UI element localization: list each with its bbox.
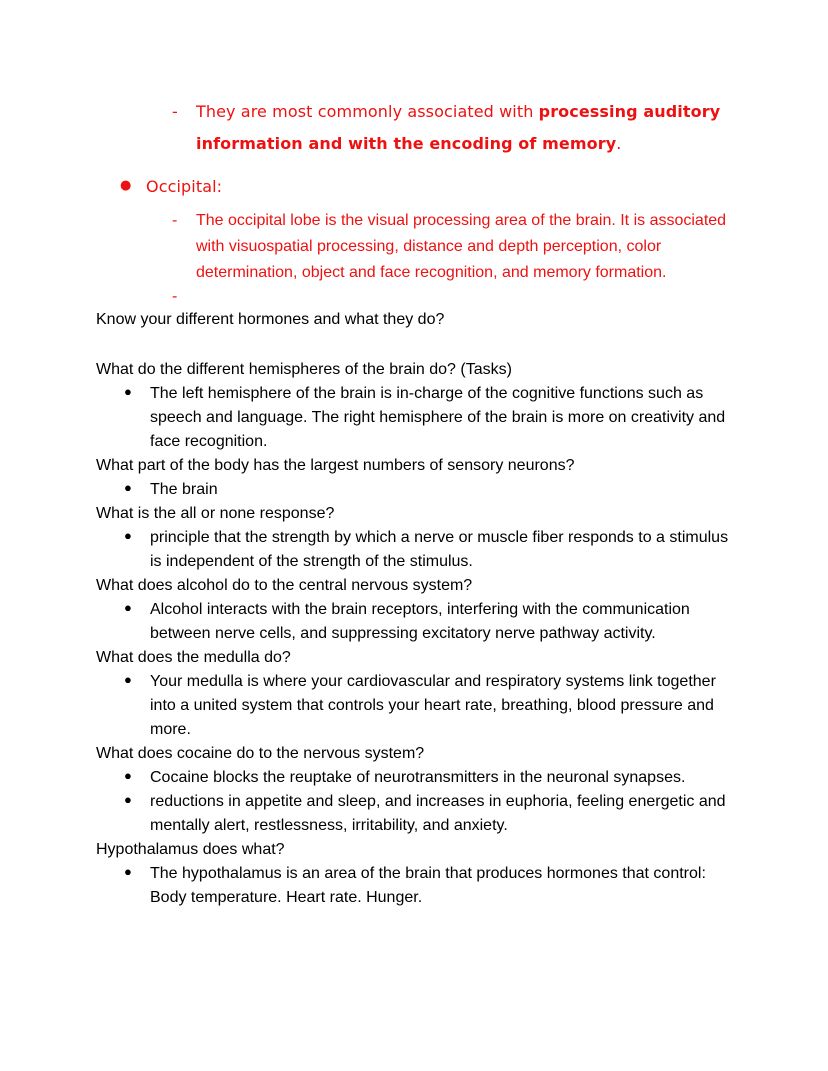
answer-text: The hypothalamus is an area of the brain that produces hormones that control: Body temperature. Heart rate. Hunger. <box>150 865 706 907</box>
list-item <box>124 790 732 838</box>
bullet-icon: ● <box>124 528 132 544</box>
bullet-icon: ● <box>124 384 132 400</box>
document-body <box>96 96 732 910</box>
note-occipital-heading-row <box>120 174 732 200</box>
answer-text: The brain <box>150 481 218 499</box>
bullet-icon: ● <box>124 600 132 616</box>
question-all-or-none: What is the all or none response? <box>96 505 335 523</box>
answer-text: reductions in appetite and sleep, and increases in euphoria, feeling energetic and mentally alert, restlessness, irritability, and anxiety. <box>150 793 726 835</box>
answer-list-sensory-neurons <box>96 478 732 502</box>
answer-text: Your medulla is where your cardiovascular and respiratory systems link together into a united system that controls your heart rate, breathing, blood pressure and more. <box>150 673 716 739</box>
note-occipital-detail-row <box>172 208 732 286</box>
answer-text: principle that the strength by which a nerve or muscle fiber responds to a stimulus is independent of the strength of the stimulus. <box>150 529 729 571</box>
answer-text: Cocaine blocks the reuptake of neurotransmitters in the neuronal synapses. <box>150 769 686 787</box>
answer-list-cocaine <box>96 766 732 838</box>
note-temporal-suffix: . <box>616 134 622 153</box>
note-temporal-association-text <box>196 96 732 160</box>
dash-marker: - <box>172 211 178 229</box>
question-hormones: Know your different hormones and what they do? <box>96 311 445 329</box>
question-medulla: What does the medulla do? <box>96 649 291 667</box>
note-occipital-detail: The occipital lobe is the visual processing area of the brain. It is associated with visuospatial processing, distance and depth perception, color determination, object and face recognition, and memory formation. <box>196 211 727 281</box>
list-item <box>124 598 732 646</box>
question-hypothalamus: Hypothalamus does what? <box>96 841 285 859</box>
bullet-icon: ● <box>120 178 132 193</box>
answer-list-all-or-none <box>96 526 732 574</box>
question-sensory-neurons: What part of the body has the largest numbers of sensory neurons? <box>96 457 575 475</box>
answer-text: The left hemisphere of the brain is in-charge of the cognitive functions such as speech and language. The right hemisphere of the brain is more on creativity and face recognition. <box>150 385 726 451</box>
question-hemispheres: What do the different hemispheres of the brain do? (Tasks) <box>96 361 512 379</box>
dash-marker: - <box>172 102 178 121</box>
answer-list-hypothalamus <box>96 862 732 910</box>
note-temporal-association <box>172 96 732 160</box>
list-item <box>124 382 732 454</box>
answer-text: Alcohol interacts with the brain receptors, interfering with the communication between nerve cells, and suppressing excitatory nerve pathway activity. <box>150 601 690 643</box>
list-item <box>124 526 732 574</box>
bullet-icon: ● <box>124 792 132 808</box>
question-alcohol-cns: What does alcohol do to the central nervous system? <box>96 577 473 595</box>
note-temporal-bold: processing auditory information and with the encoding of memory <box>196 102 721 153</box>
list-item <box>124 766 732 790</box>
answer-list-hemispheres <box>96 382 732 454</box>
bullet-icon: ● <box>124 864 132 880</box>
answer-list-alcohol-cns <box>96 598 732 646</box>
bullet-icon: ● <box>124 480 132 496</box>
bullet-icon: ● <box>124 768 132 784</box>
note-occipital-heading: Occipital: <box>146 177 223 196</box>
question-cocaine: What does cocaine do to the nervous system? <box>96 745 425 763</box>
answer-list-medulla <box>96 670 732 742</box>
note-empty-dash: - <box>172 287 178 305</box>
list-item <box>124 478 732 502</box>
note-temporal-prefix: They are most commonly associated with <box>196 102 539 121</box>
list-item <box>124 670 732 742</box>
list-item <box>124 862 732 910</box>
bullet-icon: ● <box>124 672 132 688</box>
